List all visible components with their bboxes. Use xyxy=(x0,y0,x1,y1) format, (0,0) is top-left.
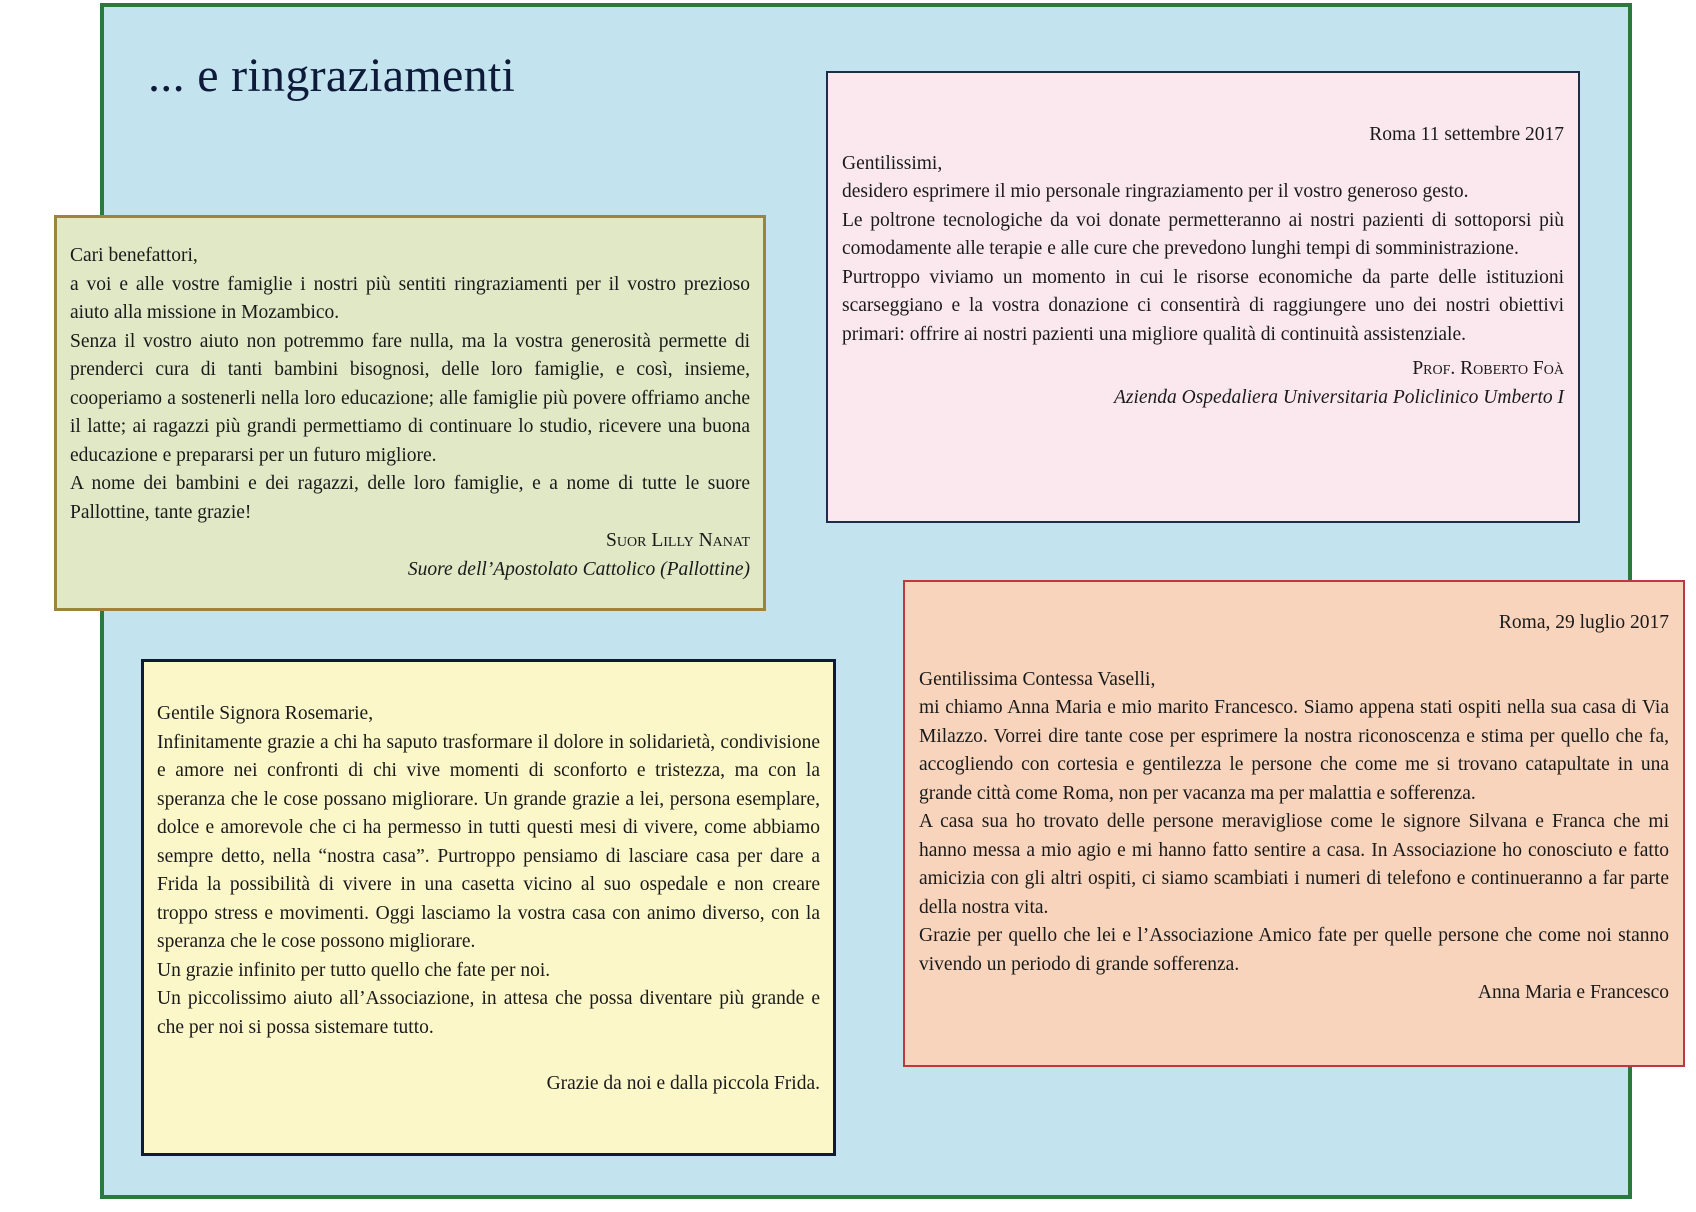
letter-signature: Suor Lilly Nanat xyxy=(606,530,750,551)
letter-signature: Prof. Roberto Foà xyxy=(1412,358,1564,379)
letter-paragraph: mi chiamo Anna Maria e mio marito Francesco. Siamo appena stati ospiti nella sua casa di Via Milazzo. Vorrei dire tante cose per esprimere la nostra riconoscenza e stima per quello che fa, accogliendo con cortesia e gentilezza le persone che come me si trovano catapultate in una grande città come Roma, non per vacanza ma per malattia e sofferenza. xyxy=(919,697,1669,804)
letter-organization: Suore dell’Apostolato Cattolico (Pallottine) xyxy=(407,558,750,580)
letter-paragraph: Purtroppo viviamo un momento in cui le risorse economiche da parte delle istituzioni scarseggiano e la vostra donazione ci consentirà di raggiungere uno dei nostri obiettivi primari: offrire ai nostri pazienti una migliore qualità di continuità assistenziale. xyxy=(842,266,1564,345)
letter-salutation: Cari benefattori, xyxy=(70,245,198,266)
letter-vaselli xyxy=(903,580,1685,1067)
letter-paragraph: Grazie per quello che lei e l’Associazione Amico fate per quelle persone che come noi stanno vivendo un periodo di grande sofferenza. xyxy=(919,925,1669,975)
letter-paragraph: Senza il vostro aiuto non potremmo fare nulla, ma la vostra generosità permette di prenderci cura di tanti bambini bisognosi, delle loro famiglie, e così, insieme, cooperiamo a sostenerli nella loro educazione; alle famiglie più povere offriamo anche il latte; ai ragazzi più grandi permettiamo di continuare lo studio, ricevere una buona educazione e prepararsi per un futuro migliore. xyxy=(70,330,750,466)
letter-paragraph: a voi e alle vostre famiglie i nostri più sentiti ringraziamenti per il vostro prezioso aiuto alla missione in Mozambico. xyxy=(70,273,750,323)
letter-paragraph: Un piccolissimo aiuto all’Associazione, in attesa che possa diventare più grande e che per noi si possa sistemare tutto. xyxy=(157,988,820,1038)
letter-frida xyxy=(141,659,836,1156)
letter-foa xyxy=(826,71,1580,523)
letter-organization: Azienda Ospedaliera Universitaria Policlinico Umberto I xyxy=(1113,386,1564,408)
letter-pallottine xyxy=(54,215,766,611)
letter-closing: Grazie da noi e dalla piccola Frida. xyxy=(546,1073,820,1094)
spacer xyxy=(919,638,1669,666)
letter-salutation: Gentile Signora Rosemarie, xyxy=(157,703,374,724)
letter-date: Roma 11 settembre 2017 xyxy=(1369,124,1564,145)
letter-paragraph: Un grazie infinito per tutto quello che fate per noi. xyxy=(157,959,551,981)
letter-paragraph: Le poltrone tecnologiche da voi donate permetteranno ai nostri pazienti di sottoporsi più comodamente alle terapie e alle cure che prevedono lunghi tempi di somministrazione. xyxy=(842,209,1564,259)
letter-signature: Anna Maria e Francesco xyxy=(1477,982,1669,1003)
letter-paragraph: desidero esprimere il mio personale ringraziamento per il vostro generoso gesto. xyxy=(842,181,1469,202)
letter-date: Roma, 29 luglio 2017 xyxy=(1498,612,1669,633)
letter-paragraph: Infinitamente grazie a chi ha saputo trasformare il dolore in solidarietà, condivisione e amore nei confronti di chi vive momenti di sconforto e tristezza, ma con la speranza che le cose possano migliorare. Un grande grazie a lei, persona esemplare, dolce e amorevole che ci ha permesso in tutti questi mesi di vivere, come abbiamo sempre detto, nella “nostra casa”. Purtroppo pensiamo di lasciare casa per dare a Frida la possibilità di vivere in una casetta vicino al suo ospedale e non creare troppo stress e movimenti. Oggi lasciamo la vostra casa con animo diverso, con la speranza che le cose possono migliorare. xyxy=(157,731,820,952)
letter-paragraph: A nome dei bambini e dei ragazzi, delle loro famiglie, e a nome di tutte le suore Pallottine, tante grazie! xyxy=(70,473,750,523)
letter-paragraph: A casa sua ho trovato delle persone meravigliose come le signore Silvana e Franca che mi hanno messa a mio agio e mi hanno fatto sentire a casa. In Associazione ho conosciuto e fatto amicizia con gli altri ospiti, ci siamo scambiati i numeri di telefono e continueranno a far parte della nostra vita. xyxy=(919,811,1669,918)
letter-salutation: Gentilissima Contessa Vaselli, xyxy=(919,668,1156,690)
spacer xyxy=(157,1042,820,1070)
letter-salutation: Gentilissimi, xyxy=(842,152,943,174)
page-title: ... e ringraziamenti xyxy=(148,49,516,102)
